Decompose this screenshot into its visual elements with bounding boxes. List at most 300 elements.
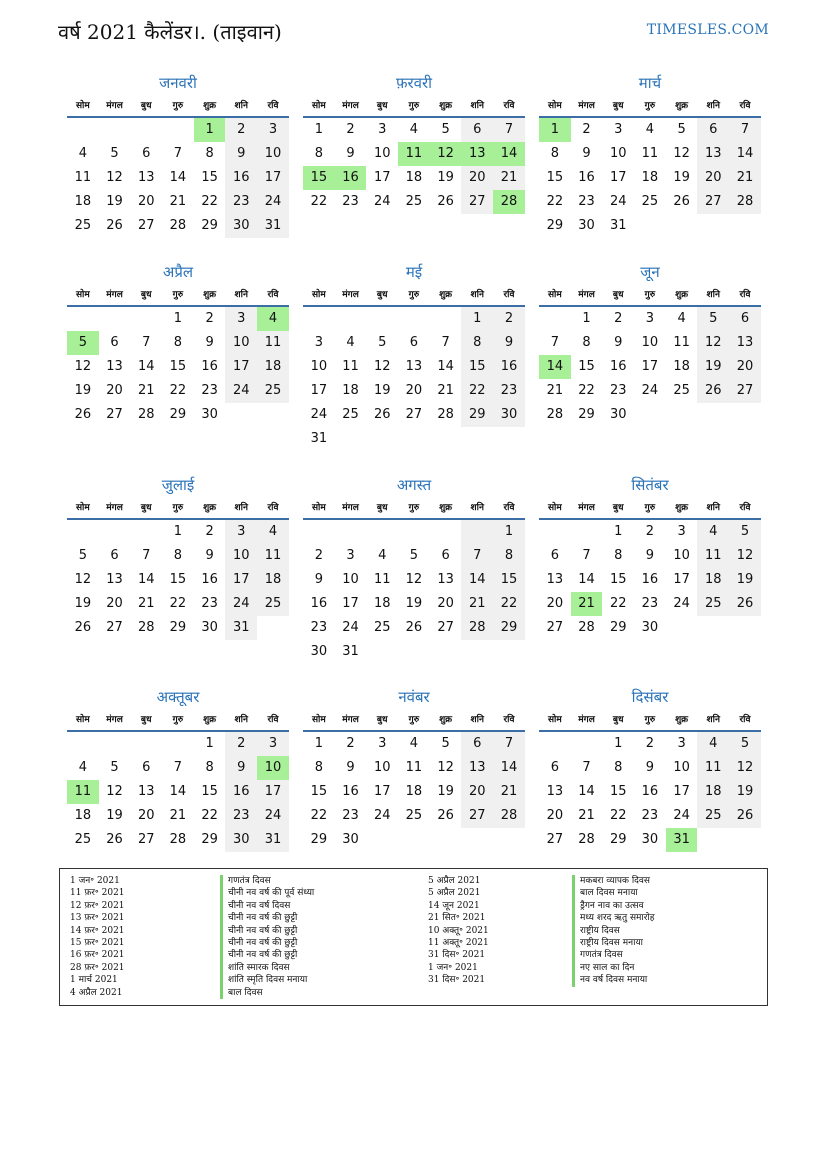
weekday-label: रवि — [267, 503, 279, 513]
day-cell: 13 — [106, 572, 123, 587]
day-cell: 25 — [405, 194, 423, 209]
day-cell: 11 — [405, 760, 423, 775]
day-cell: 17 — [673, 784, 690, 799]
day-cell: 31 — [257, 214, 289, 238]
day-grid — [67, 732, 289, 852]
day-cell-empty — [539, 732, 571, 756]
weekday-label: सोम — [547, 101, 562, 111]
weekday-label: रवि — [267, 715, 279, 725]
weekday-label: गुरु — [408, 715, 420, 725]
legend-holiday-name: राष्ट्रीय दिवस मनाया — [572, 937, 655, 949]
day-cell: 23 — [493, 379, 525, 403]
day-cell: 23 — [225, 190, 257, 214]
day-cell-empty — [67, 118, 99, 142]
day-cell: 8 — [314, 146, 323, 161]
day-cell: 30 — [310, 644, 328, 659]
day-cell: 22 — [310, 808, 328, 823]
day-cell: 12 — [729, 756, 761, 780]
day-cell: 24 — [257, 804, 289, 828]
day-cell: 25 — [641, 194, 659, 209]
day-cell-holiday: 11 — [398, 142, 430, 166]
day-cell: 17 — [373, 170, 391, 185]
day-cell: 26 — [74, 620, 92, 635]
day-cell: 30 — [641, 832, 659, 847]
day-cell-empty — [130, 118, 162, 142]
weekday-header — [303, 498, 525, 520]
day-cell: 15 — [461, 355, 493, 379]
weekday-label: सोम — [547, 503, 562, 513]
day-cell: 28 — [169, 218, 187, 233]
weekday-label: गुरु — [172, 290, 184, 300]
day-cell: 28 — [493, 804, 525, 828]
day-cell: 20 — [697, 166, 729, 190]
day-cell: 14 — [137, 359, 155, 374]
day-cell: 28 — [137, 407, 155, 422]
day-cell: 18 — [74, 808, 92, 823]
day-cell-empty — [162, 732, 194, 756]
day-cell: 10 — [673, 760, 690, 775]
day-cell: 10 — [373, 146, 391, 161]
day-cell: 25 — [74, 218, 92, 233]
day-cell: 30 — [201, 407, 218, 422]
day-cell: 30 — [225, 214, 257, 238]
day-cell: 25 — [74, 832, 92, 847]
weekday-label: शनि — [470, 503, 484, 513]
day-cell: 3 — [378, 736, 387, 751]
day-cell: 26 — [437, 808, 454, 823]
day-cell: 8 — [205, 760, 214, 775]
day-cell: 26 — [729, 804, 761, 828]
day-cell: 7 — [582, 548, 591, 563]
day-cell: 4 — [78, 760, 87, 775]
day-cell: 8 — [614, 548, 623, 563]
weekday-header — [539, 710, 761, 732]
weekday-label: मंगल — [578, 503, 595, 513]
weekday-header — [67, 96, 289, 118]
day-cell: 25 — [697, 592, 729, 616]
day-cell: 10 — [310, 359, 328, 374]
day-cell: 6 — [697, 118, 729, 142]
page-title: वर्ष 2021 कैलेंडर।. (ताइवान) — [58, 20, 282, 44]
day-cell: 13 — [461, 756, 493, 780]
weekday-label: रवि — [503, 715, 515, 725]
legend-left-names — [220, 875, 314, 999]
day-cell: 4 — [697, 520, 729, 544]
day-cell: 5 — [378, 335, 387, 350]
legend-holiday-name: चीनी नव वर्ष की छुट्टी — [220, 925, 314, 937]
day-cell: 21 — [461, 592, 493, 616]
day-cell-empty — [335, 520, 367, 544]
day-cell: 12 — [106, 170, 123, 185]
day-cell: 31 — [257, 828, 289, 852]
weekday-label: गुरु — [408, 101, 420, 111]
month-name: नवंबर — [398, 688, 430, 706]
weekday-label: सोम — [311, 290, 326, 300]
weekday-label: शुक्र — [675, 290, 689, 300]
day-cell: 8 — [461, 331, 493, 355]
day-cell: 9 — [205, 335, 214, 350]
day-cell: 26 — [106, 218, 123, 233]
day-cell: 11 — [257, 544, 289, 568]
weekday-label: बुध — [376, 503, 388, 513]
day-cell: 3 — [677, 524, 686, 539]
weekday-label: मंगल — [106, 101, 123, 111]
day-cell: 12 — [74, 359, 92, 374]
weekday-label: रवि — [503, 290, 515, 300]
month-name: जनवरी — [159, 74, 197, 92]
legend-holiday-date: 31 दिस॰ 2021 — [428, 975, 486, 986]
day-cell: 25 — [405, 808, 423, 823]
day-cell: 29 — [169, 620, 187, 635]
day-cell: 14 — [578, 784, 595, 799]
day-cell: 6 — [142, 760, 151, 775]
day-cell: 12 — [74, 572, 92, 587]
day-cell: 15 — [609, 572, 627, 587]
weekday-label: मंगल — [106, 715, 123, 725]
day-cell: 27 — [137, 218, 155, 233]
legend-right-names — [572, 875, 655, 987]
day-cell: 9 — [645, 760, 655, 775]
day-cell: 16 — [225, 780, 257, 804]
day-cell: 24 — [310, 407, 328, 422]
day-cell: 13 — [137, 784, 155, 799]
day-cell: 2 — [346, 122, 355, 137]
weekday-label: शनि — [234, 290, 248, 300]
day-cell-empty — [99, 118, 131, 142]
day-cell: 20 — [137, 194, 155, 209]
day-cell-holiday: 14 — [539, 355, 571, 379]
day-cell: 18 — [697, 568, 729, 592]
day-cell: 6 — [461, 732, 493, 756]
day-cell: 31 — [342, 644, 359, 659]
day-cell: 5 — [729, 520, 761, 544]
month-block — [539, 684, 761, 852]
day-cell-empty — [539, 520, 571, 544]
weekday-label: रवि — [739, 290, 751, 300]
day-cell: 16 — [578, 170, 595, 185]
weekday-label: सोम — [311, 503, 326, 513]
day-cell: 18 — [405, 784, 423, 799]
day-cell: 6 — [461, 118, 493, 142]
day-cell: 29 — [578, 407, 595, 422]
day-cell-empty — [430, 307, 462, 331]
day-cell: 11 — [673, 335, 690, 350]
weekday-header — [67, 710, 289, 732]
legend-holiday-name: चीनी नव वर्ष दिवस — [220, 900, 314, 912]
day-cell: 27 — [546, 620, 564, 635]
day-cell: 25 — [673, 383, 690, 398]
day-cell: 3 — [314, 335, 323, 350]
day-cell: 10 — [673, 548, 690, 563]
day-cell: 1 — [493, 520, 525, 544]
day-cell: 8 — [314, 760, 323, 775]
legend-holiday-date: 10 अक्तू॰ 2021 — [428, 925, 489, 936]
day-cell: 27 — [729, 379, 761, 403]
day-cell: 17 — [257, 780, 289, 804]
day-cell: 14 — [137, 572, 155, 587]
day-cell: 7 — [173, 146, 183, 161]
day-cell: 29 — [546, 218, 564, 233]
weekday-label: सोम — [547, 290, 562, 300]
weekday-label: शनि — [706, 503, 720, 513]
day-cell: 30 — [225, 828, 257, 852]
day-cell: 22 — [546, 194, 564, 209]
day-cell: 19 — [437, 784, 454, 799]
day-cell: 19 — [74, 383, 92, 398]
weekday-label: शुक्र — [439, 290, 453, 300]
legend-right-dates — [428, 875, 489, 987]
legend-holiday-date: 21 सित॰ 2021 — [428, 913, 486, 924]
day-cell: 5 — [677, 122, 686, 137]
day-cell: 16 — [609, 359, 627, 374]
day-cell: 3 — [257, 732, 289, 756]
day-cell: 29 — [609, 832, 627, 847]
day-cell: 5 — [729, 732, 761, 756]
day-cell-holiday: 4 — [257, 307, 289, 331]
holiday-legend — [59, 868, 768, 1006]
day-cell: 5 — [441, 736, 450, 751]
day-cell: 17 — [225, 568, 257, 592]
weekday-label: शनि — [234, 101, 248, 111]
day-cell: 6 — [441, 548, 450, 563]
day-cell: 22 — [201, 194, 218, 209]
day-cell: 13 — [546, 572, 564, 587]
day-cell: 2 — [582, 122, 591, 137]
day-cell: 10 — [609, 146, 627, 161]
day-cell: 22 — [169, 383, 187, 398]
weekday-label: शनि — [234, 715, 248, 725]
day-cell: 6 — [110, 335, 119, 350]
legend-holiday-name: गणतंत्र दिवस — [220, 875, 314, 887]
day-cell-holiday: 31 — [666, 828, 698, 852]
weekday-label: शुक्र — [439, 503, 453, 513]
day-cell: 28 — [546, 407, 564, 422]
legend-holiday-name: मध्य शरद ऋतु समारोह — [572, 912, 655, 924]
weekday-label: गुरु — [408, 290, 420, 300]
day-cell: 9 — [645, 548, 655, 563]
weekday-label: शनि — [234, 503, 248, 513]
day-cell: 25 — [697, 804, 729, 828]
day-cell: 7 — [550, 335, 559, 350]
day-cell: 2 — [225, 118, 257, 142]
day-cell: 12 — [106, 784, 123, 799]
day-cell: 17 — [641, 359, 659, 374]
day-cell: 6 — [550, 548, 559, 563]
day-cell: 10 — [373, 760, 391, 775]
day-cell: 26 — [405, 620, 423, 635]
day-cell: 12 — [405, 572, 423, 587]
day-cell: 16 — [342, 784, 359, 799]
day-cell: 9 — [346, 146, 355, 161]
day-cell: 20 — [461, 780, 493, 804]
day-cell: 14 — [578, 572, 595, 587]
day-cell: 12 — [437, 760, 454, 775]
weekday-label: शनि — [706, 101, 720, 111]
day-cell: 28 — [169, 832, 187, 847]
day-cell-empty — [67, 520, 99, 544]
month-name: मार्च — [638, 74, 662, 92]
day-cell: 8 — [173, 548, 183, 563]
day-grid — [67, 118, 289, 238]
day-cell: 2 — [645, 736, 655, 751]
weekday-label: बुध — [612, 290, 624, 300]
day-cell-empty — [99, 732, 131, 756]
day-cell: 26 — [697, 379, 729, 403]
weekday-label: शुक्र — [203, 503, 217, 513]
day-cell-holiday: 28 — [493, 190, 525, 214]
day-cell: 4 — [257, 520, 289, 544]
day-cell: 28 — [437, 407, 454, 422]
day-cell: 27 — [106, 407, 123, 422]
weekday-label: शुक्र — [675, 715, 689, 725]
day-grid — [539, 307, 761, 427]
weekday-label: बुध — [376, 715, 388, 725]
day-cell-empty — [67, 307, 99, 331]
legend-holiday-name: चीनी नव वर्ष की छुट्टी — [220, 937, 314, 949]
day-cell: 16 — [641, 784, 659, 799]
day-cell: 15 — [546, 170, 564, 185]
day-cell: 3 — [614, 122, 623, 137]
day-cell: 20 — [405, 383, 423, 398]
day-cell: 22 — [310, 194, 328, 209]
day-cell: 1 — [314, 122, 323, 137]
day-cell: 18 — [373, 596, 391, 611]
day-cell: 21 — [578, 808, 595, 823]
day-cell: 27 — [137, 832, 155, 847]
weekday-label: मंगल — [342, 290, 359, 300]
day-cell: 26 — [673, 194, 690, 209]
day-cell: 30 — [493, 403, 525, 427]
day-cell: 16 — [225, 166, 257, 190]
day-cell: 24 — [373, 194, 391, 209]
day-cell-empty — [366, 307, 398, 331]
day-cell: 27 — [106, 620, 123, 635]
legend-holiday-date: 4 अप्रैल 2021 — [70, 987, 123, 998]
day-cell: 28 — [137, 620, 155, 635]
legend-holiday-date: 14 जून 2021 — [428, 900, 480, 911]
day-cell: 5 — [110, 146, 119, 161]
day-cell: 15 — [169, 572, 187, 587]
weekday-label: गुरु — [172, 101, 184, 111]
day-cell: 9 — [582, 146, 591, 161]
weekday-label: बुध — [140, 290, 152, 300]
day-cell: 31 — [609, 218, 627, 233]
weekday-label: गुरु — [644, 290, 656, 300]
day-cell: 15 — [201, 170, 218, 185]
day-cell: 24 — [225, 379, 257, 403]
weekday-label: शुक्र — [675, 503, 689, 513]
day-cell: 4 — [677, 311, 686, 326]
day-cell: 17 — [673, 572, 690, 587]
day-cell: 9 — [225, 756, 257, 780]
day-cell: 14 — [461, 568, 493, 592]
brand-link[interactable]: TIMESLES.COM — [646, 22, 769, 38]
day-cell: 9 — [493, 331, 525, 355]
day-cell: 24 — [609, 194, 627, 209]
day-cell-holiday: 16 — [335, 166, 367, 190]
day-cell: 4 — [378, 548, 387, 563]
weekday-label: सोम — [75, 715, 90, 725]
day-cell: 3 — [677, 736, 686, 751]
day-cell: 26 — [729, 592, 761, 616]
day-cell: 15 — [578, 359, 595, 374]
day-cell: 5 — [78, 548, 87, 563]
day-cell: 19 — [106, 194, 123, 209]
legend-holiday-date: 15 फ़र॰ 2021 — [70, 937, 125, 948]
day-cell-empty — [571, 732, 603, 756]
legend-holiday-name: चीनी नव वर्ष की छुट्टी — [220, 949, 314, 961]
weekday-label: गुरु — [172, 715, 184, 725]
weekday-label: सोम — [311, 715, 326, 725]
day-cell: 6 — [110, 548, 119, 563]
day-cell: 21 — [169, 808, 187, 823]
day-cell: 14 — [169, 784, 187, 799]
day-cell: 11 — [74, 170, 92, 185]
legend-holiday-name: नए साल का दिन — [572, 962, 655, 974]
month-block — [539, 472, 761, 640]
legend-holiday-date: 16 फ़र॰ 2021 — [70, 950, 125, 961]
day-cell: 27 — [461, 804, 493, 828]
day-cell: 22 — [169, 596, 187, 611]
day-cell: 7 — [441, 335, 450, 350]
day-cell: 7 — [493, 118, 525, 142]
weekday-label: सोम — [75, 290, 90, 300]
weekday-label: गुरु — [644, 503, 656, 513]
day-cell: 23 — [310, 620, 328, 635]
weekday-label: बुध — [612, 101, 624, 111]
day-cell: 9 — [314, 572, 323, 587]
day-cell: 4 — [78, 146, 87, 161]
month-name: अगस्त — [396, 476, 432, 494]
day-cell: 27 — [697, 190, 729, 214]
day-cell-empty — [398, 520, 430, 544]
day-cell: 19 — [74, 596, 92, 611]
day-cell: 17 — [609, 170, 627, 185]
weekday-label: रवि — [503, 101, 515, 111]
day-cell: 13 — [697, 142, 729, 166]
day-cell: 23 — [578, 194, 595, 209]
day-cell: 18 — [342, 383, 359, 398]
day-cell: 16 — [641, 572, 659, 587]
day-cell: 20 — [546, 808, 564, 823]
day-cell: 15 — [609, 784, 627, 799]
day-cell: 21 — [169, 194, 187, 209]
day-cell: 1 — [614, 736, 623, 751]
weekday-label: रवि — [503, 503, 515, 513]
day-cell: 16 — [493, 355, 525, 379]
legend-holiday-name: गणतंत्र दिवस — [572, 949, 655, 961]
day-cell-empty — [162, 118, 194, 142]
weekday-label: शुक्र — [203, 715, 217, 725]
day-cell: 3 — [225, 307, 257, 331]
day-cell: 8 — [550, 146, 559, 161]
day-cell: 24 — [641, 383, 659, 398]
day-cell: 2 — [314, 548, 323, 563]
day-cell: 3 — [378, 122, 387, 137]
day-cell: 4 — [697, 732, 729, 756]
weekday-label: मंगल — [342, 503, 359, 513]
day-cell: 15 — [201, 784, 218, 799]
day-cell: 17 — [257, 166, 289, 190]
month-name: दिसंबर — [631, 688, 669, 706]
day-grid — [67, 307, 289, 427]
day-cell: 18 — [257, 355, 289, 379]
weekday-label: मंगल — [106, 290, 123, 300]
day-cell: 28 — [578, 620, 595, 635]
weekday-label: रवि — [739, 715, 751, 725]
legend-holiday-name: ड्रैगन नाव का उत्सव — [572, 900, 655, 912]
weekday-label: मंगल — [342, 715, 359, 725]
